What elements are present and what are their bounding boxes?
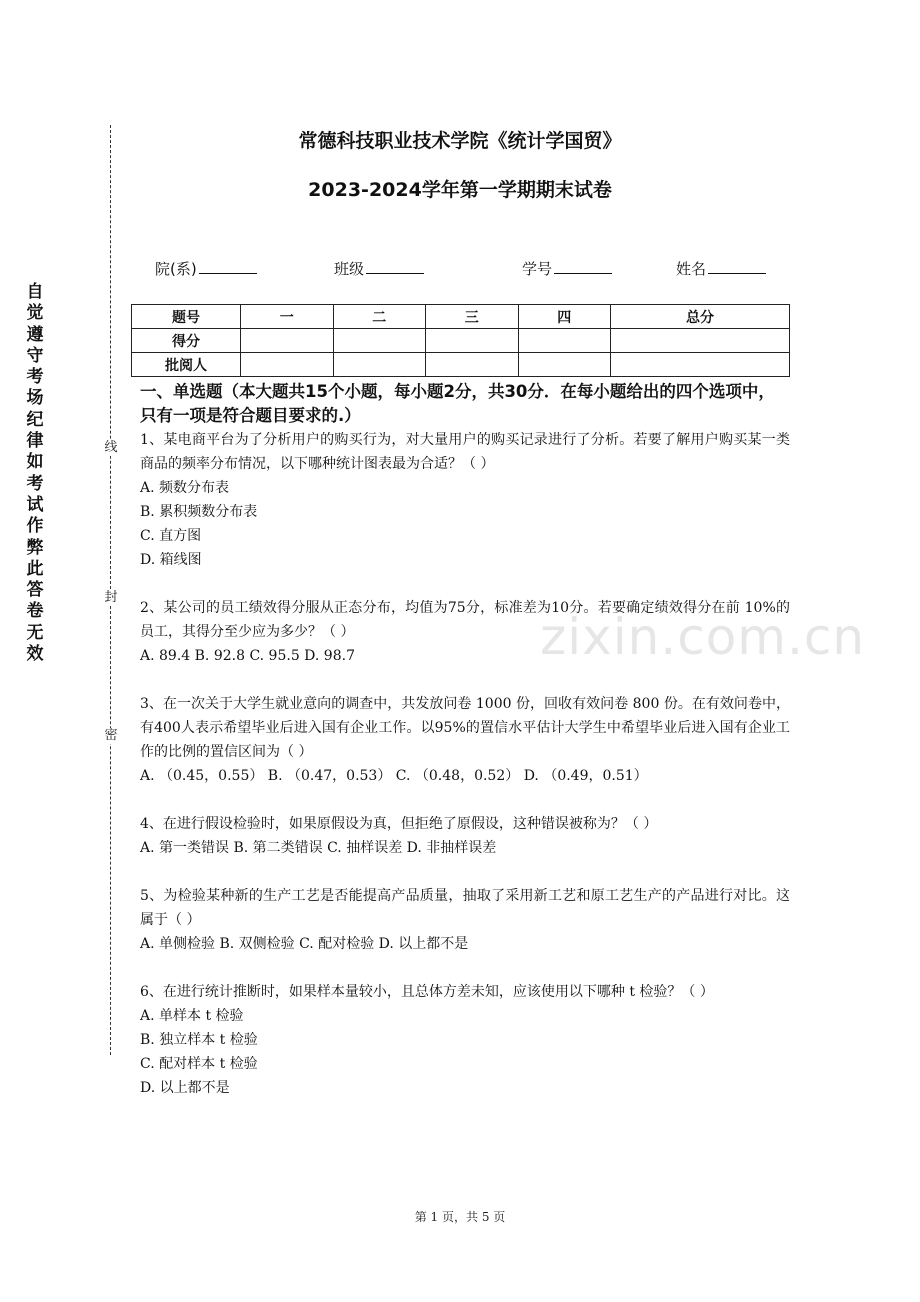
info-label-department: 院(系) <box>155 260 197 278</box>
binding-mark-line: 线 <box>104 440 118 455</box>
score-header-cell: 总分 <box>611 305 790 329</box>
blank-line <box>199 259 257 274</box>
blank-line <box>708 259 766 274</box>
score-header-cell: 二 <box>333 305 426 329</box>
question-stem: 2、某公司的员工绩效得分服从正态分布，均值为75分，标准差为10分。若要确定绩效得分在前 10%的员工，其得分至少应为多少？（ ） <box>140 600 790 640</box>
question-option: D. 以上都不是 <box>140 1080 230 1096</box>
question-stem: 3、在一次关于大学生就业意向的调查中，共发放问卷 1000 份，回收有效问卷 800 份。在有效问卷中，有400人表示希望毕业后进入国有企业工作。以95%的置信水平估计大学生中希望毕业后进入国有企业工作的比例的置信区间为（ ） <box>140 696 790 760</box>
exam-title-term: 2023-2024学年第一学期期末试卷 <box>308 179 612 201</box>
page-footer: 第 1 页，共 5 页 <box>414 1210 506 1224</box>
score-table <box>131 304 790 377</box>
score-header-cell: 四 <box>518 305 611 329</box>
question-option: B. 独立样本 t 检验 <box>140 1032 258 1048</box>
question-4 <box>140 812 790 860</box>
question-5 <box>140 884 790 956</box>
info-label-student-id: 学号 <box>522 260 553 278</box>
question-stem: 1、某电商平台为了分析用户的购买行为，对大量用户的购买记录进行了分析。若要了解用户购买某一类商品的频率分布情况，以下哪种统计图表最为合适？（ ） <box>140 432 790 472</box>
score-cell <box>333 329 426 353</box>
score-cell <box>333 353 426 377</box>
question-options: A. 89.4 B. 92.8 C. 95.5 D. 98.7 <box>140 648 355 664</box>
watermark: zixin.com.cn <box>540 608 866 666</box>
score-header-cell: 三 <box>426 305 519 329</box>
question-1 <box>140 428 790 572</box>
exam-title-school: 常德科技职业技术学院《统计学国贸》 <box>298 130 622 152</box>
score-cell <box>518 353 611 377</box>
blank-line <box>554 259 612 274</box>
info-label-class: 班级 <box>334 260 365 278</box>
score-row-label: 得分 <box>132 329 241 353</box>
question-option: C. 配对样本 t 检验 <box>140 1056 258 1072</box>
question-stem: 6、在进行统计推断时，如果样本量较小，且总体方差未知，应该使用以下哪种 t 检验？（ ） <box>140 984 714 1000</box>
info-field-student-id <box>522 258 612 279</box>
score-table-header-row <box>132 305 790 329</box>
score-table-row-grader <box>132 353 790 377</box>
blank-line <box>366 259 424 274</box>
score-cell <box>611 353 790 377</box>
exam-discipline-notice: 自觉遵守考场纪律如考试作弊此答卷无效 <box>26 282 44 665</box>
question-option: A. 单样本 t 检验 <box>140 1008 244 1024</box>
question-options: A. （0.45，0.55） B. （0.47，0.53） C. （0.48，0.52） D. （0.49，0.51） <box>140 768 648 784</box>
binding-mark-secret: 密 <box>104 728 118 743</box>
question-option: B. 累积频数分布表 <box>140 504 258 520</box>
question-3 <box>140 692 790 788</box>
score-cell <box>611 329 790 353</box>
question-stem: 5、为检验某种新的生产工艺是否能提高产品质量，抽取了采用新工艺和原工艺生产的产品进行对比。这属于（ ） <box>140 888 790 928</box>
score-cell <box>241 329 334 353</box>
score-cell <box>241 353 334 377</box>
question-stem: 4、在进行假设检验时，如果原假设为真，但拒绝了原假设，这种错误被称为？（ ） <box>140 816 658 832</box>
question-option: D. 箱线图 <box>140 552 202 568</box>
section-heading: 一、单选题（本大题共15个小题，每小题2分，共30分．在每小题给出的四个选项中，只有一项是符合题目要求的.） <box>140 382 775 425</box>
info-field-department <box>155 258 257 279</box>
info-label-name: 姓名 <box>676 260 707 278</box>
score-cell <box>426 353 519 377</box>
info-field-class <box>334 258 424 279</box>
score-header-cell: 题号 <box>132 305 241 329</box>
question-6 <box>140 980 790 1100</box>
binding-mark-seal: 封 <box>104 590 118 605</box>
question-option: C. 直方图 <box>140 528 202 544</box>
score-cell <box>426 329 519 353</box>
info-field-name <box>676 258 766 279</box>
score-row-label: 批阅人 <box>132 353 241 377</box>
score-cell <box>518 329 611 353</box>
question-option: A. 频数分布表 <box>140 480 230 496</box>
question-options: A. 单侧检验 B. 双侧检验 C. 配对检验 D. 以上都不是 <box>140 936 469 952</box>
question-options: A. 第一类错误 B. 第二类错误 C. 抽样误差 D. 非抽样误差 <box>140 840 497 856</box>
score-header-cell: 一 <box>241 305 334 329</box>
score-table-row-score <box>132 329 790 353</box>
question-list <box>140 428 790 1124</box>
